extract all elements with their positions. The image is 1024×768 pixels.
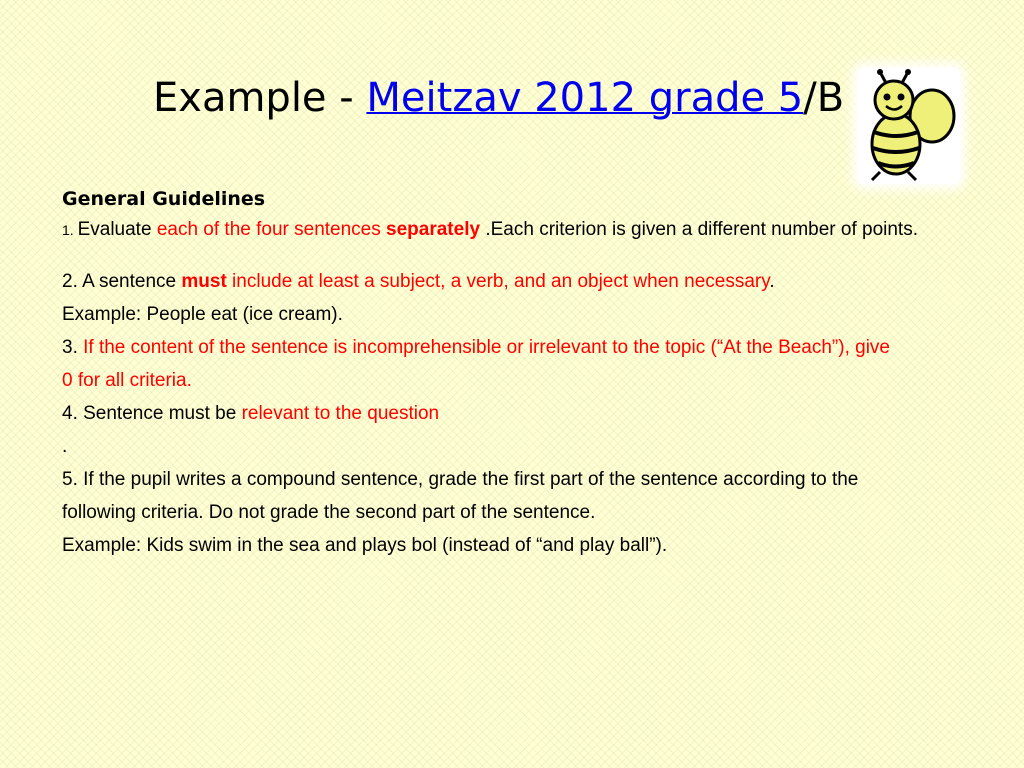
guideline-4-text: 4. Sentence must be [62, 403, 242, 424]
guideline-1-emphasis-a: each of the four sentences [156, 219, 387, 240]
guideline-1-emphasis-b: separately [386, 219, 481, 240]
guideline-3 [62, 334, 962, 361]
guideline-4-period: . [62, 436, 68, 457]
title-suffix: /B [803, 75, 845, 121]
guideline-5-continued: following criteria. Do not grade the second part of the sentence. [62, 502, 596, 523]
guideline-1-text-b: .Each criterion is given a different number of points. [480, 219, 918, 240]
guideline-4-emphasis: relevant to the question [241, 403, 440, 424]
bee-image [858, 68, 960, 184]
page-title [153, 70, 844, 126]
bee-icon [858, 68, 960, 184]
guideline-2-text-b: . [769, 271, 775, 292]
guideline-2 [62, 268, 962, 295]
guideline-2-emphasis-b: include at least a subject, a verb, and an object when necessary [226, 271, 770, 292]
guideline-1 [62, 216, 962, 244]
guideline-5: 5. If the pupil writes a compound sentence, grade the first part of the sentence according to the [62, 469, 859, 490]
guideline-1-number: 1. [62, 222, 78, 238]
guideline-3-text: 3. [62, 337, 84, 358]
guidelines-heading: General Guidelines [62, 188, 266, 210]
guideline-3-emphasis: If the content of the sentence is incomprehensible or irrelevant to the topic (“At the Beach”), give [83, 337, 891, 358]
guideline-2-emphasis-a: must [181, 271, 227, 292]
example-2: Example: Kids swim in the sea and plays bol (instead of “and play ball”). [62, 535, 668, 556]
guideline-1-text-a: Evaluate [77, 219, 157, 240]
title-link[interactable]: Meitzav 2012 grade 5 [366, 75, 804, 121]
guidelines [62, 186, 962, 565]
title-prefix: Example - [153, 75, 367, 121]
example-1: Example: People eat (ice cream). [62, 304, 343, 325]
guideline-4 [62, 400, 962, 427]
guideline-3-continued: 0 for all criteria. [62, 370, 192, 391]
guideline-2-text-a: 2. A sentence [62, 271, 182, 292]
